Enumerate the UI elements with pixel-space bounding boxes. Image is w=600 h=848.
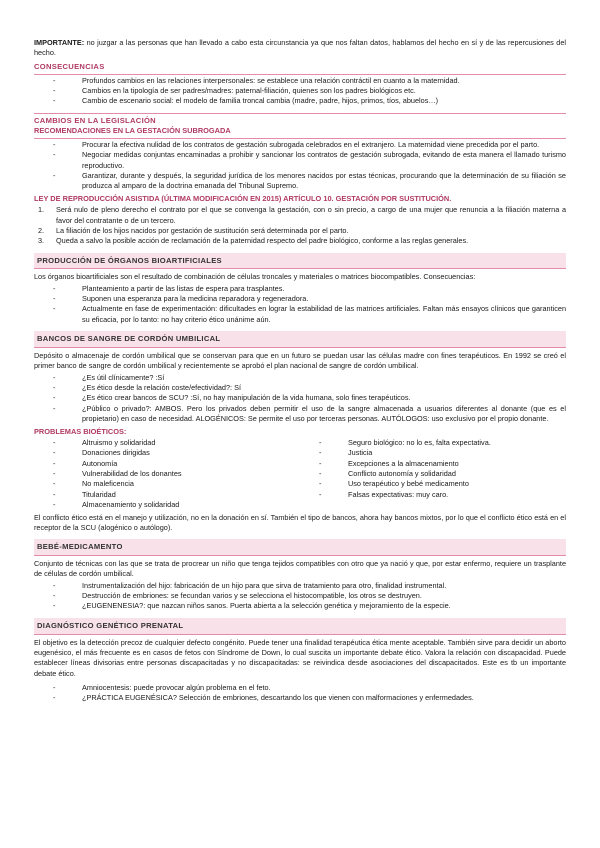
organos-text: Los órganos bioartificiales son el resultado de combinación de células troncales y materiales o matrices biocompatibles. Consecuencias: bbox=[34, 272, 476, 282]
legislacion-subtitle: RECOMENDACIONES EN LA GESTACIÓN SUBROGADA bbox=[34, 126, 231, 136]
consecuencias-header bbox=[34, 62, 566, 75]
ley-item-text: Queda a salvo la posible acción de reclamación de la paternidad respecto del padre biológico, conforme a las reglas generales. bbox=[56, 236, 469, 246]
list-item: - Cambios en la tipología de ser padres/madres: paternal-filiación, quienes son los padres biológicos etc. bbox=[34, 86, 566, 96]
bancos-title: BANCOS DE SANGRE DE CORDÓN UMBILICAL bbox=[37, 334, 221, 344]
list-item: - Cambio de escenario social: el modelo de familia troncal cambia (madre, padre, hijos, primos, tíos, abuelos…) bbox=[34, 96, 566, 106]
list-item: - ¿Es útil clínicamente? :Sí bbox=[34, 373, 566, 383]
legislacion-title: CAMBIOS EN LA LEGISLACIÓN bbox=[34, 115, 156, 125]
list-item: - ¿EUGENENESIA?: que nazcan niños sanos. Puerta abierta a la selección genética y mejoramiento de la especie. bbox=[34, 601, 566, 611]
list-item: - ¿Público o privado?: AMBOS. Pero los privados deben permitir el uso de la sangre almacenada a usuarios diferentes al donante (que es el propietario) en caso de necesidad. ALOGÉNICOS: Se permite el uso por terceras personas. AUTÓLOGOS: uso exclusivo por el propio donante. bbox=[34, 404, 566, 425]
list-item: - Altruismo y solidaridad bbox=[34, 438, 300, 448]
bebe-list bbox=[34, 581, 566, 612]
list-item: - Planteamiento a partir de las listas de espera para trasplantes. bbox=[34, 284, 566, 294]
list-item: - Almacenamiento y solidaridad bbox=[34, 500, 300, 510]
consecuencias-list bbox=[34, 76, 566, 107]
ley-item-text: Será nulo de pleno derecho el contrato por el que se convenga la gestación, con o sin precio, a cargo de una mujer que renuncia a la filiación materna a favor del contratante o de un tercero. bbox=[56, 205, 566, 225]
list-item: - Negociar medidas conjuntas encaminadas a prohibir y sancionar los contratos de gestación subrogada, evitando de esta manera el llamado turismo reproductivo. bbox=[34, 150, 566, 171]
problemas-columns bbox=[34, 437, 566, 513]
list-item: - No maleficencia bbox=[34, 479, 300, 489]
list-item: - Instrumentalización del hijo: fabricación de un hijo para que sirva de tratamiento para otro, finalidad instrumental. bbox=[34, 581, 566, 591]
diagnostico-text: El objetivo es la detección precoz de cualquier defecto congénito. Puede tener una finalidad terapéutica ética mente aceptable. También sirve para decidir un aborto eugenésico, el más frecuente es en casos de fetos con Síndrome de Down, lo cual suscita un importante debate ético. Valora la relación con discapacidad. Puede establecer líneas divisorias entre personas discapacitadas y no discapacitadas: se reivindica desde asociaciones del discapacitados. Este es tb un importante debate ético. bbox=[34, 637, 566, 678]
bebe-header bbox=[34, 539, 566, 556]
list-item: - Donaciones dirigidas bbox=[34, 448, 300, 458]
intro-text: no juzgar a las personas que han llevado a cabo esta circunstancia ya que nos faltan datos, hablamos del hecho en sí y de las repercusiones del hecho. bbox=[34, 38, 566, 58]
list-item: - Profundos cambios en las relaciones interpersonales: se establece una relación contráctil en cuanto a la maternidad. bbox=[34, 76, 566, 86]
diagnostico-list bbox=[34, 683, 566, 704]
list-item: - Justicia bbox=[300, 448, 566, 458]
problemas-title: PROBLEMAS BIOÉTICOS: bbox=[34, 426, 127, 436]
intro-paragraph bbox=[34, 38, 566, 59]
ley-item bbox=[34, 236, 566, 246]
list-item: - Conflicto autonomía y solidaridad bbox=[300, 469, 566, 479]
list-item: - ¿Es ético desde la relación coste/efectividad?: Sí bbox=[34, 383, 566, 393]
legislacion-list bbox=[34, 140, 566, 192]
list-item: - Destrucción de embriones: se fecundan varios y se selecciona el histocompatible, los otros se destruyen. bbox=[34, 591, 566, 601]
list-item: - ¿PRÁCTICA EUGENÉSICA? Selección de embriones, descartando los que vienen con malformaciones y enfermedades. bbox=[34, 693, 566, 703]
ley-item bbox=[34, 205, 566, 226]
ley-item bbox=[34, 226, 566, 236]
bancos-text: Depósito o almacenaje de cordón umbilical que se conservan para que en un futuro se puedan usar las células madre con fines terapéuticos. En 1992 se creó el primer banco de sangre de cordón umbilical y recientemente se aprobó el plan nacional de sangre de cordón umbilical. bbox=[34, 350, 566, 371]
organos-header bbox=[34, 253, 566, 270]
list-item: - Titularidad bbox=[34, 490, 300, 500]
list-item: - Autonomía bbox=[34, 459, 300, 469]
list-item: - Suponen una esperanza para la medicina reparadora y regeneradora. bbox=[34, 294, 566, 304]
list-item: - Falsas expectativas: muy caro. bbox=[300, 490, 566, 500]
bancos-header bbox=[34, 331, 566, 348]
list-item: - Uso terapéutico y bebé medicamento bbox=[300, 479, 566, 489]
list-item: - Actualmente en fase de experimentación: dificultades en lograr la estabilidad de las matrices artificiales. Faltan más ensayos clínicos que garanticen su eficacia, por lo tanto: no hay criterio ético unánime aún. bbox=[34, 304, 566, 325]
ley-title: LEY DE REPRODUCCIÓN ASISTIDA (ÚLTIMA MODIFICACIÓN EN 2015) ARTÍCULO 10. GESTACIÓN POR SUSTITUCIÓN. bbox=[34, 193, 452, 203]
intro-bold: IMPORTANTE: bbox=[34, 38, 85, 47]
list-item: - Garantizar, durante y después, la seguridad jurídica de los menores nacidos por estas técnicas, procurando que la determinación de su filiación se produzca al amparo de la doctrina emanada del Tribunal Supremo. bbox=[34, 171, 566, 192]
bebe-text: Conjunto de técnicas con las que se trata de procrear un niño que tenga tejidos compatibles con otro que ya nació y que, por estar enfermo, requiere un trasplante de células de cordón umbilical. bbox=[34, 559, 566, 579]
list-item: - Amniocentesis: puede provocar algún problema en el feto. bbox=[34, 683, 566, 693]
bancos-list bbox=[34, 373, 566, 425]
organos-title: PRODUCCIÓN DE ÓRGANOS BIOARTIFICIALES bbox=[37, 255, 222, 265]
organos-list bbox=[34, 284, 566, 325]
ley-list bbox=[34, 205, 566, 246]
conflicto-text: El conflicto ético está en el manejo y utilización, no en la donación en sí. También el tipo de bancos, ahora hay bancos mixtos, por lo que el conflicto ético está en el receptor de la SCU (alogénico o autólogo). bbox=[34, 512, 566, 532]
list-item: - Vulnerabilidad de los donantes bbox=[34, 469, 300, 479]
consecuencias-title: CONSECUENCIAS bbox=[34, 61, 105, 71]
list-item: - Procurar la efectiva nulidad de los contratos de gestación subrogada celebrados en el extranjero. La maternidad viene precedida por el parto. bbox=[34, 140, 566, 150]
list-item: - ¿Es ético crear bancos de SCU? :Sí, no hay manipulación de la vida humana, solo fines terapéuticos. bbox=[34, 393, 566, 403]
diagnostico-header bbox=[34, 618, 566, 635]
problemas-right-list bbox=[300, 438, 566, 511]
problemas-left-list bbox=[34, 438, 300, 511]
legislacion-header bbox=[34, 113, 566, 139]
list-item: - Seguro biológico: no lo es, falta expectativa. bbox=[300, 438, 566, 448]
diagnostico-title: DIAGNÓSTICO GENÉTICO PRENATAL bbox=[37, 620, 184, 630]
ley-item-text: La filiación de los hijos nacidos por gestación de sustitución será determinada por el parto. bbox=[56, 225, 349, 235]
list-item: - Excepciones a la almacenamiento bbox=[300, 459, 566, 469]
bebe-title: BEBÉ-MEDICAMENTO bbox=[37, 542, 123, 552]
